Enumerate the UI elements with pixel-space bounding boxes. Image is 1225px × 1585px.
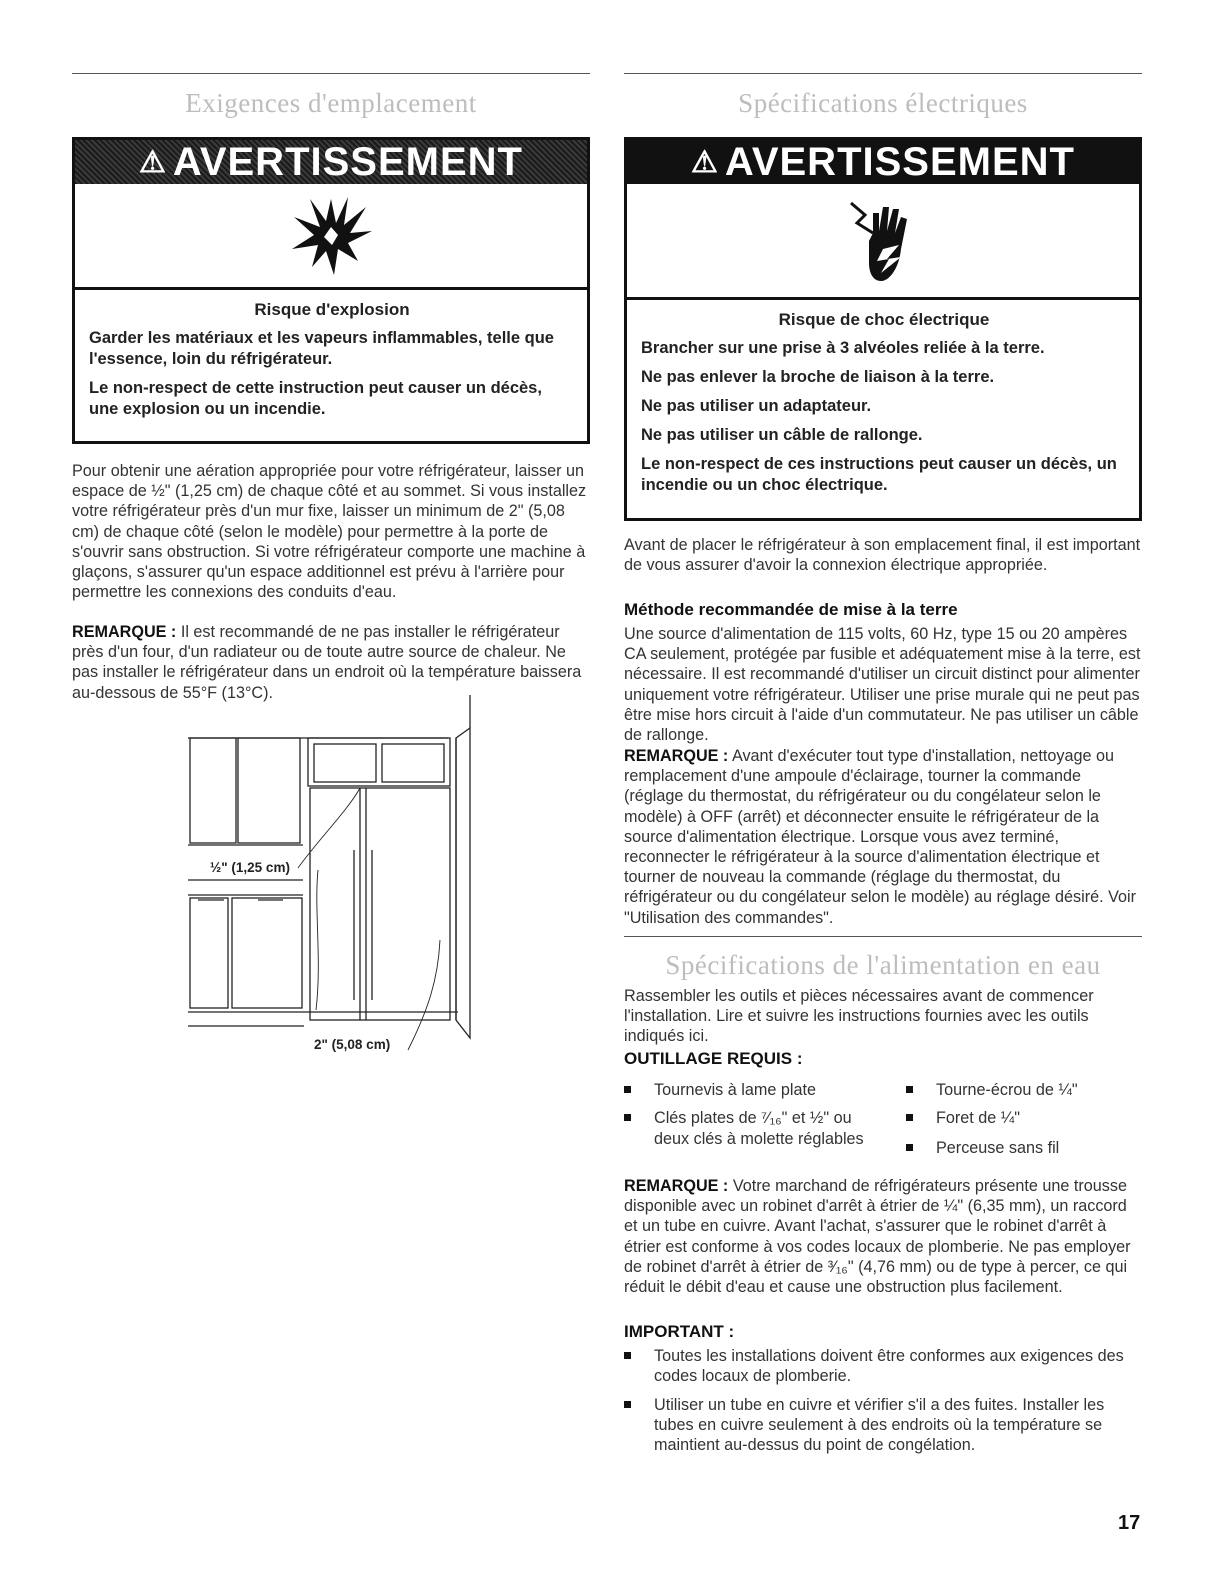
note-text: Avant d'exécuter tout type d'installation, nettoyage ou remplacement d'une ampoule d'éclairage, tourner la commande (réglage du thermostat, du réfrigérateur ou du congélateur selon le modèle) à OFF (arrêt) et déconnecter ensuite le réfrigérateur de la source d'alimentation électrique. Lorsque vous avez terminé, reconnecter le réfrigérateur à la source d'alimentation électrique et tourner de nouveau la commande (réglage du thermostat, du réfrigérateur ou du congélateur selon le modèle) au réglage désiré. Voir "Utilisation des commandes".	[624, 747, 1137, 927]
section-title-water: Spécifications de l'alimentation en eau	[665, 950, 1101, 980]
warning-box-explosion	[72, 137, 590, 444]
note-label: REMARQUE :	[624, 1177, 729, 1195]
water-intro-paragraph: Rassembler les outils et pièces nécessaires avant de commencer l'installation. Lire et suivre les instructions fournies avec les outils indiqués ici.	[624, 987, 1094, 1046]
ventilation-paragraph: Pour obtenir une aération appropriée pour votre réfrigérateur, laisser un espace de ½" (1,25 cm) de chaque côté et au sommet. Si vous installez votre réfrigérateur près d'un mur fixe, laisser un minimum de 2" (5,08 cm) de chaque côté (selon le modèle) pour permettre à la porte de s'ouvrir sans obstruction. Si votre réfrigérateur comporte une machine à glaçons, s'assurer qu'un espace additionnel est prévu à l'arrière pour permettre les connexions des conduits d'eau.	[72, 462, 587, 602]
bullet-square-icon	[906, 1086, 913, 1093]
clearance-diagram	[118, 690, 498, 1060]
warning-body	[627, 300, 1139, 514]
warning-header-label: AVERTISSEMENT	[172, 139, 523, 184]
warning-box-electric	[624, 137, 1142, 521]
warning-triangle-icon: ⚠	[691, 145, 719, 179]
warning-title: Risque d'explosion	[254, 300, 410, 319]
warning-line: Ne pas utiliser un adaptateur.	[641, 397, 872, 415]
water-section-rule	[624, 936, 1142, 937]
warning-title: Risque de choc électrique	[778, 310, 990, 329]
important-list-item: Utiliser un tube en cuivre et vérifier s'il a des fuites. Installer les tubes en cuivre seulement à des endroits où la température se maintient au-dessus du point de congélation.	[624, 1395, 1142, 1455]
tools-heading: OUTILLAGE REQUIS :	[624, 1049, 803, 1068]
electrical-intro-paragraph: Avant de placer le réfrigérateur à son emplacement final, il est important de vous assurer d'avoir la connexion électrique appropriée.	[624, 536, 1141, 575]
electric-shock-icon	[843, 193, 923, 289]
important-heading: IMPORTANT :	[624, 1322, 735, 1341]
half-inch-clearance-label: ½" (1,25 cm)	[210, 860, 290, 875]
note-text: Il est recommandé de ne pas installer le réfrigérateur près d'un four, d'un radiateur ou de toute autre source de chaleur. Ne pas installer le réfrigérateur dans un endroit où la température baissera au-dessous de 55°F (13°C).	[72, 623, 582, 702]
important-list-item: Toutes les installations doivent être conformes aux exigences des codes locaux de plomberie.	[624, 1346, 1142, 1386]
warning-header-label: AVERTISSEMENT	[724, 139, 1075, 184]
explosion-icon	[286, 191, 376, 281]
refrigerator-cabinet-illustration	[118, 690, 498, 1060]
top-rule-left	[72, 73, 590, 74]
warning-line: Le non-respect de cette instruction peut causer un décès, une explosion ou un incendie.	[89, 379, 542, 418]
grounding-heading: Méthode recommandée de mise à la terre	[624, 600, 958, 619]
warning-line: Ne pas enlever la broche de liaison à la terre.	[641, 368, 995, 386]
bullet-square-icon	[624, 1086, 631, 1093]
note-text: Votre marchand de réfrigérateurs présente une trousse disponible avec un robinet d'arrêt à étrier de ¼" (6,35 mm), un raccord et un tube en cuivre. Avant l'achat, s'assurer que le robinet d'arrêt à étrier est conforme à vos codes locaux de plomberie. Ne pas employer de robinet d'arrêt à étrier de ³⁄₁₆" (4,76 mm) ou de type à percer, ce qui réduit le débit d'eau et cause une obstruction plus facilement.	[624, 1177, 1131, 1297]
warning-line: Garder les matériaux et les vapeurs inflammables, telle que l'essence, loin du réfrigérateur.	[89, 329, 554, 368]
explosion-icon-area	[75, 184, 587, 290]
bullet-square-icon	[624, 1114, 631, 1121]
note-label: REMARQUE :	[72, 623, 177, 641]
water-note-paragraph	[624, 1176, 1142, 1297]
bullet-square-icon	[906, 1144, 913, 1151]
top-rule-right	[624, 73, 1142, 74]
electric-shock-icon-area	[627, 184, 1139, 300]
two-inch-clearance-label: 2" (5,08 cm)	[314, 1037, 391, 1052]
warning-line: Le non-respect de ces instructions peut causer un décès, un incendie ou un choc électrique.	[641, 455, 1117, 494]
section-title-electrical: Spécifications électriques	[738, 88, 1028, 118]
bullet-square-icon	[906, 1114, 913, 1121]
bullet-square-icon	[624, 1401, 631, 1408]
section-title-emplacement: Exigences d'emplacement	[185, 88, 477, 118]
grounding-paragraph: Une source d'alimentation de 115 volts, 60 Hz, type 15 ou 20 ampères CA seulement, protégée par fusible et adéquatement mise à la terre, est nécessaire. Il est recommandé d'utiliser un circuit distinct pour alimenter uniquement votre réfrigérateur. Utiliser une prise murale qui ne peut pas être mise hors circuit à l'aide d'un commutateur. Ne pas utiliser un câble de rallonge.	[624, 625, 1141, 745]
warning-header	[75, 140, 587, 184]
warning-body	[75, 290, 587, 438]
warning-line: Brancher sur une prise à 3 alvéoles reliée à la terre.	[641, 339, 1045, 357]
warning-line: Ne pas utiliser un câble de rallonge.	[641, 426, 923, 444]
electrical-note-paragraph	[624, 746, 1142, 928]
warning-triangle-icon: ⚠	[139, 145, 167, 179]
right-column: Spécifications électriques ⚠ AVERTISSEMENT Risque de choc électrique Brancher sur une prise à 3 alvéoles reliée à la terre. Ne pas enlever la broche de liaison à la terre. Ne pas utiliser un adaptateur. Ne pas utiliser un câble de rallonge. Le non-respect de ces instructions peut causer un décès, un incendie ou un choc électrique. Avant de placer le réfrigérateur à son emplacement final, il est important de vous assurer d'avoir la connexion électrique appropriée. Méthode recommandée de mise à la terre Une source d'alimentation de 115 volts, 60 Hz, type 15 ou 20 ampères CA seulement, protégée par fusible et adéquatement mise à la terre, est nécessaire. Il est recommandé d'utiliser un circuit distinct pour alimenter uniquement votre réfrigérateur. Utiliser une prise murale qui ne peut pas être mise hors circuit à l'aide d'un commutateur. Ne pas utiliser un câble de rallonge. REMARQUE : Avant d'exécuter tout type d'installation, nettoyage ou remplacement d'une ampoule d'éclairage, tourner la commande (réglage du thermostat, du réfrigérateur ou du congélateur selon le modèle) à OFF (arrêt) et déconnecter ensuite le réfrigérateur de la source d'alimentation électrique. Lorsque vous avez terminé, reconnecter le réfrigérateur à la source d'alimentation électrique et tourner de nouveau la commande (réglage du thermostat, du réfrigérateur ou du congélateur selon le modèle) au réglage désiré. Voir "Utilisation des commandes". Spécifications de l'alimentation en eau Rassembler les outils et pièces nécessaires avant de commencer l'installation. Lire et suivre les instructions fournies avec les outils indiqués ici. OUTILLAGE REQUIS : Tournevis à lame plate Clés plates de ⁷⁄₁₆" et ½" ou deux clés à molette réglables Tourne-écrou de ¼" Foret de ¼" Perceuse sans fil REMARQUE : Votre marchand de réfrigérateurs présente une trousse disponible avec un robinet d'arrêt à étrier de ¼" (6,35 mm), un raccord et un tube en cuivre. Avant l'achat, s'assurer que le robinet d'arrêt à étrier est conforme à vos codes locaux de plomberie. Ne pas employer de robinet d'arrêt à étrier de ³⁄₁₆" (4,76 mm) ou de type à percer, ce qui réduit le débit d'eau et cause une obstruction plus facilement. IMPORTANT : Toutes les installations doivent être conformes aux exigences des codes locaux de plomberie. Utiliser un tube en cuivre et vérifier s'il a des fuites. Installer les tubes en cuivre seulement à des endroits où la température se maintient au-dessus du point de congélation.	[624, 0, 1142, 1585]
warning-header	[627, 140, 1139, 184]
note-label: REMARQUE :	[624, 747, 729, 765]
bullet-square-icon	[624, 1352, 631, 1359]
page-number: 17	[1118, 1512, 1141, 1534]
